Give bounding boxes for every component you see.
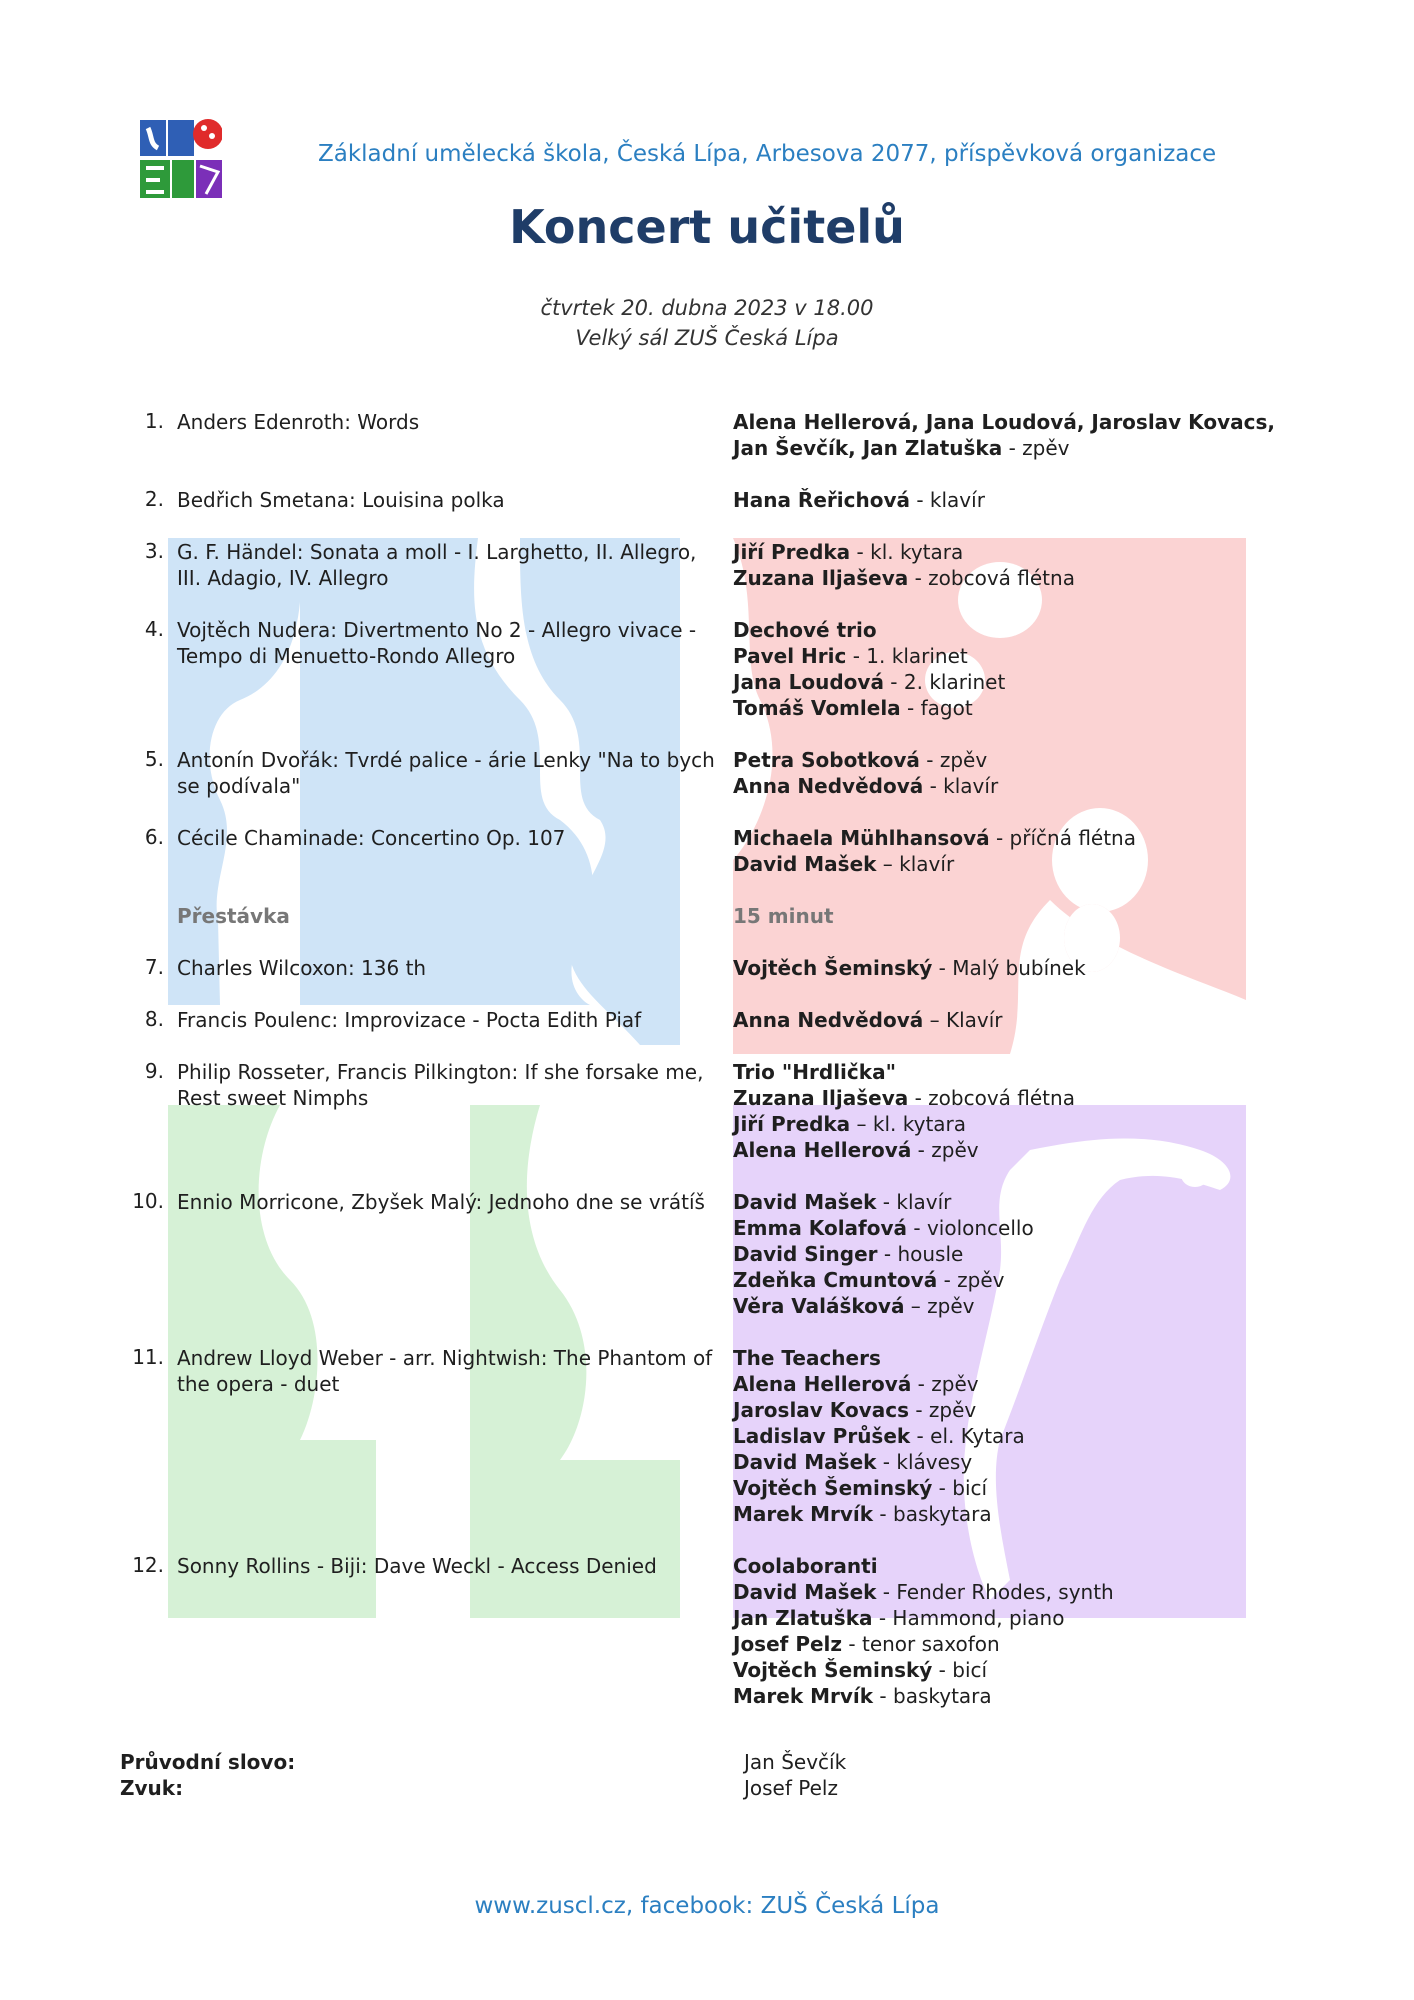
program-piece: Ennio Morricone, Zbyšek Malý: Jednoho dne se vrátíš: [177, 1190, 705, 1214]
performer-name: David Mašek: [733, 1190, 877, 1214]
performer-name: Alena Hellerová: [733, 1372, 912, 1396]
performer-name: David Singer: [733, 1242, 878, 1266]
performer-name: Zuzana Iljaševa: [733, 1086, 909, 1110]
performer-role: - violoncello: [907, 1216, 1034, 1240]
program-piece: Francis Poulenc: Improvizace - Pocta Edith Piaf: [177, 1008, 642, 1032]
performer-name: Zdeňka Cmuntová: [733, 1268, 938, 1292]
performer-role: - kl. kytara: [850, 540, 964, 564]
program-performers: [733, 1189, 1303, 1319]
performer-name: Pavel Hric: [733, 644, 847, 668]
performer-name: David Mašek: [733, 1580, 877, 1604]
performer-line: [733, 747, 1303, 773]
performer-line: [733, 1059, 1303, 1085]
performer-line: [733, 773, 1303, 799]
program-number: 11.: [132, 1345, 164, 1369]
program-piece: Andrew Lloyd Weber - arr. Nightwish: The Phantom of the opera - duet: [177, 1346, 713, 1396]
performer-role: - klavír: [909, 488, 985, 512]
performer-name: Alena Hellerová: [733, 1138, 912, 1162]
program-piece: Sonny Rollins - Biji: Dave Weckl - Access Denied: [177, 1554, 657, 1578]
page-title: Koncert učitelů: [509, 200, 905, 254]
performer-line: [733, 1241, 1303, 1267]
program-number: 2.: [144, 487, 164, 511]
program-piece: Charles Wilcoxon: 136 th: [177, 956, 427, 980]
performer-line: [733, 487, 1303, 513]
school-name: Základní umělecká škola, Česká Lípa, Arbesova 2077, příspěvková organizace: [318, 141, 1217, 167]
performer-line: [733, 1683, 1303, 1709]
program-number: 4.: [144, 617, 164, 641]
performer-name: 15 minut: [733, 904, 834, 928]
performer-role: - zobcová flétna: [908, 1086, 1075, 1110]
program-number: 1.: [144, 409, 164, 433]
performer-name: Marek Mrvík: [733, 1684, 874, 1708]
performer-role: - bicí: [932, 1658, 988, 1682]
performer-name: Jiří Predka: [733, 1112, 851, 1136]
performer-name: Emma Kolafová: [733, 1216, 908, 1240]
performer-line: [733, 565, 1303, 591]
program-number: 12.: [132, 1553, 164, 1577]
performer-name: Jana Loudová: [733, 670, 884, 694]
program-number: 6.: [144, 825, 164, 849]
performer-role: – kl. kytara: [850, 1112, 967, 1136]
performer-line: [733, 1111, 1303, 1137]
performer-name: Jaroslav Kovacs: [733, 1398, 909, 1422]
performer-role: - zpěv: [911, 1138, 979, 1162]
credits-values: [744, 1749, 846, 1801]
program-piece: Bedřich Smetana: Louisina polka: [177, 488, 505, 512]
performer-role: - Hammond, piano: [872, 1606, 1065, 1630]
performer-line: [733, 617, 1303, 643]
performer-role: - Malý bubínek: [932, 956, 1086, 980]
performer-name: Anna Nedvědová: [733, 774, 924, 798]
credits-labels: [120, 1749, 295, 1801]
performer-line: [733, 1085, 1303, 1111]
performer-role: - 1. klarinet: [846, 644, 968, 668]
performer-role: - el. Kytara: [910, 1424, 1025, 1448]
performer-line: [733, 409, 1303, 461]
performer-role: - bicí: [932, 1476, 988, 1500]
performer-name: The Teachers: [733, 1346, 881, 1370]
program-piece: Philip Rosseter, Francis Pilkington: If she forsake me, Rest sweet Nimphs: [177, 1060, 704, 1110]
performer-name: Vojtěch Šeminský: [733, 1658, 933, 1682]
performer-line: [733, 1267, 1303, 1293]
performer-role: – zpěv: [904, 1294, 975, 1318]
performer-name: Petra Sobotková: [733, 748, 920, 772]
performer-line: [733, 669, 1303, 695]
performer-name: David Mašek: [733, 1450, 877, 1474]
performer-line: [733, 1657, 1303, 1683]
program-performers: [733, 539, 1303, 591]
performer-line: [733, 825, 1303, 851]
program-performers: [733, 903, 1303, 929]
performer-line: [733, 1501, 1303, 1527]
program-piece: G. F. Händel: Sonata a moll - I. Larghetto, II. Allegro, III. Adagio, IV. Allegro: [177, 540, 697, 590]
program-performers: [733, 1345, 1303, 1527]
performer-role: - zobcová flétna: [908, 566, 1075, 590]
program-number: 5.: [144, 747, 164, 771]
program-performers: [733, 1059, 1303, 1163]
performer-line: [733, 1293, 1303, 1319]
performer-role: - klávesy: [876, 1450, 973, 1474]
performer-role: – klavír: [876, 852, 955, 876]
program-piece: Antonín Dvořák: Tvrdé palice - árie Lenky "Na to bych se podívala": [177, 748, 715, 798]
program-number: 10.: [132, 1189, 164, 1213]
performer-name: Josef Pelz: [733, 1632, 843, 1656]
performer-line: [733, 1631, 1303, 1657]
program-number: 7.: [144, 955, 164, 979]
program-performers: [733, 1553, 1303, 1709]
performer-name: Coolaboranti: [733, 1554, 878, 1578]
program-piece: Cécile Chaminade: Concertino Op. 107: [177, 826, 566, 850]
performer-line: [733, 1371, 1303, 1397]
intermission-label: Přestávka: [177, 904, 290, 928]
performer-name: Jan Zlatuška: [733, 1606, 873, 1630]
performer-role: - zpěv: [908, 1398, 977, 1422]
program-performers: [733, 825, 1303, 877]
performer-line: [733, 1423, 1303, 1449]
performer-role: - zpěv: [937, 1268, 1005, 1292]
performer-name: Vojtěch Šeminský: [733, 1476, 933, 1500]
performer-line: [733, 1397, 1303, 1423]
performer-line: [733, 695, 1303, 721]
performer-role: - zpěv: [919, 748, 988, 772]
program-performers: [733, 409, 1303, 461]
performer-name: Vojtěch Šeminský: [733, 956, 933, 980]
footer-links: www.zuscl.cz, facebook: ZUŠ Česká Lípa: [474, 1893, 940, 1919]
concert-venue: Velký sál ZUŠ Česká Lípa: [575, 326, 839, 350]
program-number: 9.: [144, 1059, 164, 1083]
credit-label-sound: Zvuk:: [120, 1776, 184, 1800]
performer-role: - klavír: [876, 1190, 952, 1214]
credit-value-speech: Jan Ševčík: [744, 1750, 847, 1774]
performer-name: Věra Valášková: [733, 1294, 905, 1318]
program-piece: Anders Edenroth: Words: [177, 410, 420, 434]
program-number: 3.: [144, 539, 164, 563]
performer-line: [733, 1449, 1303, 1475]
program-performers: [733, 617, 1303, 721]
performer-name: Hana Řeřichová: [733, 488, 910, 512]
performer-line: [733, 1007, 1303, 1033]
performer-role: - zpěv: [1002, 436, 1070, 460]
performer-line: [733, 903, 1303, 929]
performer-name: Trio "Hrdlička": [733, 1060, 896, 1084]
performer-line: [733, 539, 1303, 565]
performer-name: Zuzana Iljaševa: [733, 566, 909, 590]
program-number: 8.: [144, 1007, 164, 1031]
performer-role: - baskytara: [873, 1502, 992, 1526]
concert-date: čtvrtek 20. dubna 2023 v 18.00: [540, 296, 874, 320]
program-performers: [733, 1007, 1303, 1033]
program-piece: Vojtěch Nudera: Divertmento No 2 - Allegro vivace - Tempo di Menuetto-Rondo Allegro: [177, 618, 697, 668]
performer-name: Alena Hellerová, Jana Loudová, Jaroslav Kovacs, Jan Ševčík, Jan Zlatuška: [733, 410, 1275, 460]
performer-name: Tomáš Vomlela: [733, 696, 901, 720]
performer-line: [733, 1137, 1303, 1163]
program-performers: [733, 487, 1303, 513]
performer-line: [733, 1189, 1303, 1215]
performer-line: [733, 643, 1303, 669]
program-performers: [733, 955, 1303, 981]
performer-role: - zpěv: [911, 1372, 979, 1396]
performer-role: - housle: [877, 1242, 964, 1266]
performer-name: Anna Nedvědová: [733, 1008, 924, 1032]
performer-name: Michaela Mühlhansová: [733, 826, 990, 850]
performer-role: - Fender Rhodes, synth: [876, 1580, 1114, 1604]
performer-role: - klavír: [923, 774, 999, 798]
performer-role: - 2. klarinet: [883, 670, 1006, 694]
credit-value-sound: Josef Pelz: [744, 1776, 838, 1800]
performer-line: [733, 1475, 1303, 1501]
performer-line: [733, 1579, 1303, 1605]
performer-line: [733, 1605, 1303, 1631]
performer-line: [733, 851, 1303, 877]
performer-role: - příčná flétna: [989, 826, 1136, 850]
performer-role: - tenor saxofon: [842, 1632, 1000, 1656]
performer-line: [733, 1553, 1303, 1579]
program-performers: [733, 747, 1303, 799]
performer-line: [733, 1215, 1303, 1241]
credit-label-speech: Průvodní slovo:: [120, 1750, 296, 1774]
performer-line: [733, 955, 1303, 981]
performer-name: David Mašek: [733, 852, 877, 876]
performer-role: – Klavír: [923, 1008, 1003, 1032]
performer-name: Ladislav Průšek: [733, 1424, 911, 1448]
performer-role: - fagot: [900, 696, 973, 720]
performer-name: Dechové trio: [733, 618, 877, 642]
performer-line: [733, 1345, 1303, 1371]
performer-name: Marek Mrvík: [733, 1502, 874, 1526]
performer-role: - baskytara: [873, 1684, 992, 1708]
performer-name: Jiří Predka: [733, 540, 851, 564]
